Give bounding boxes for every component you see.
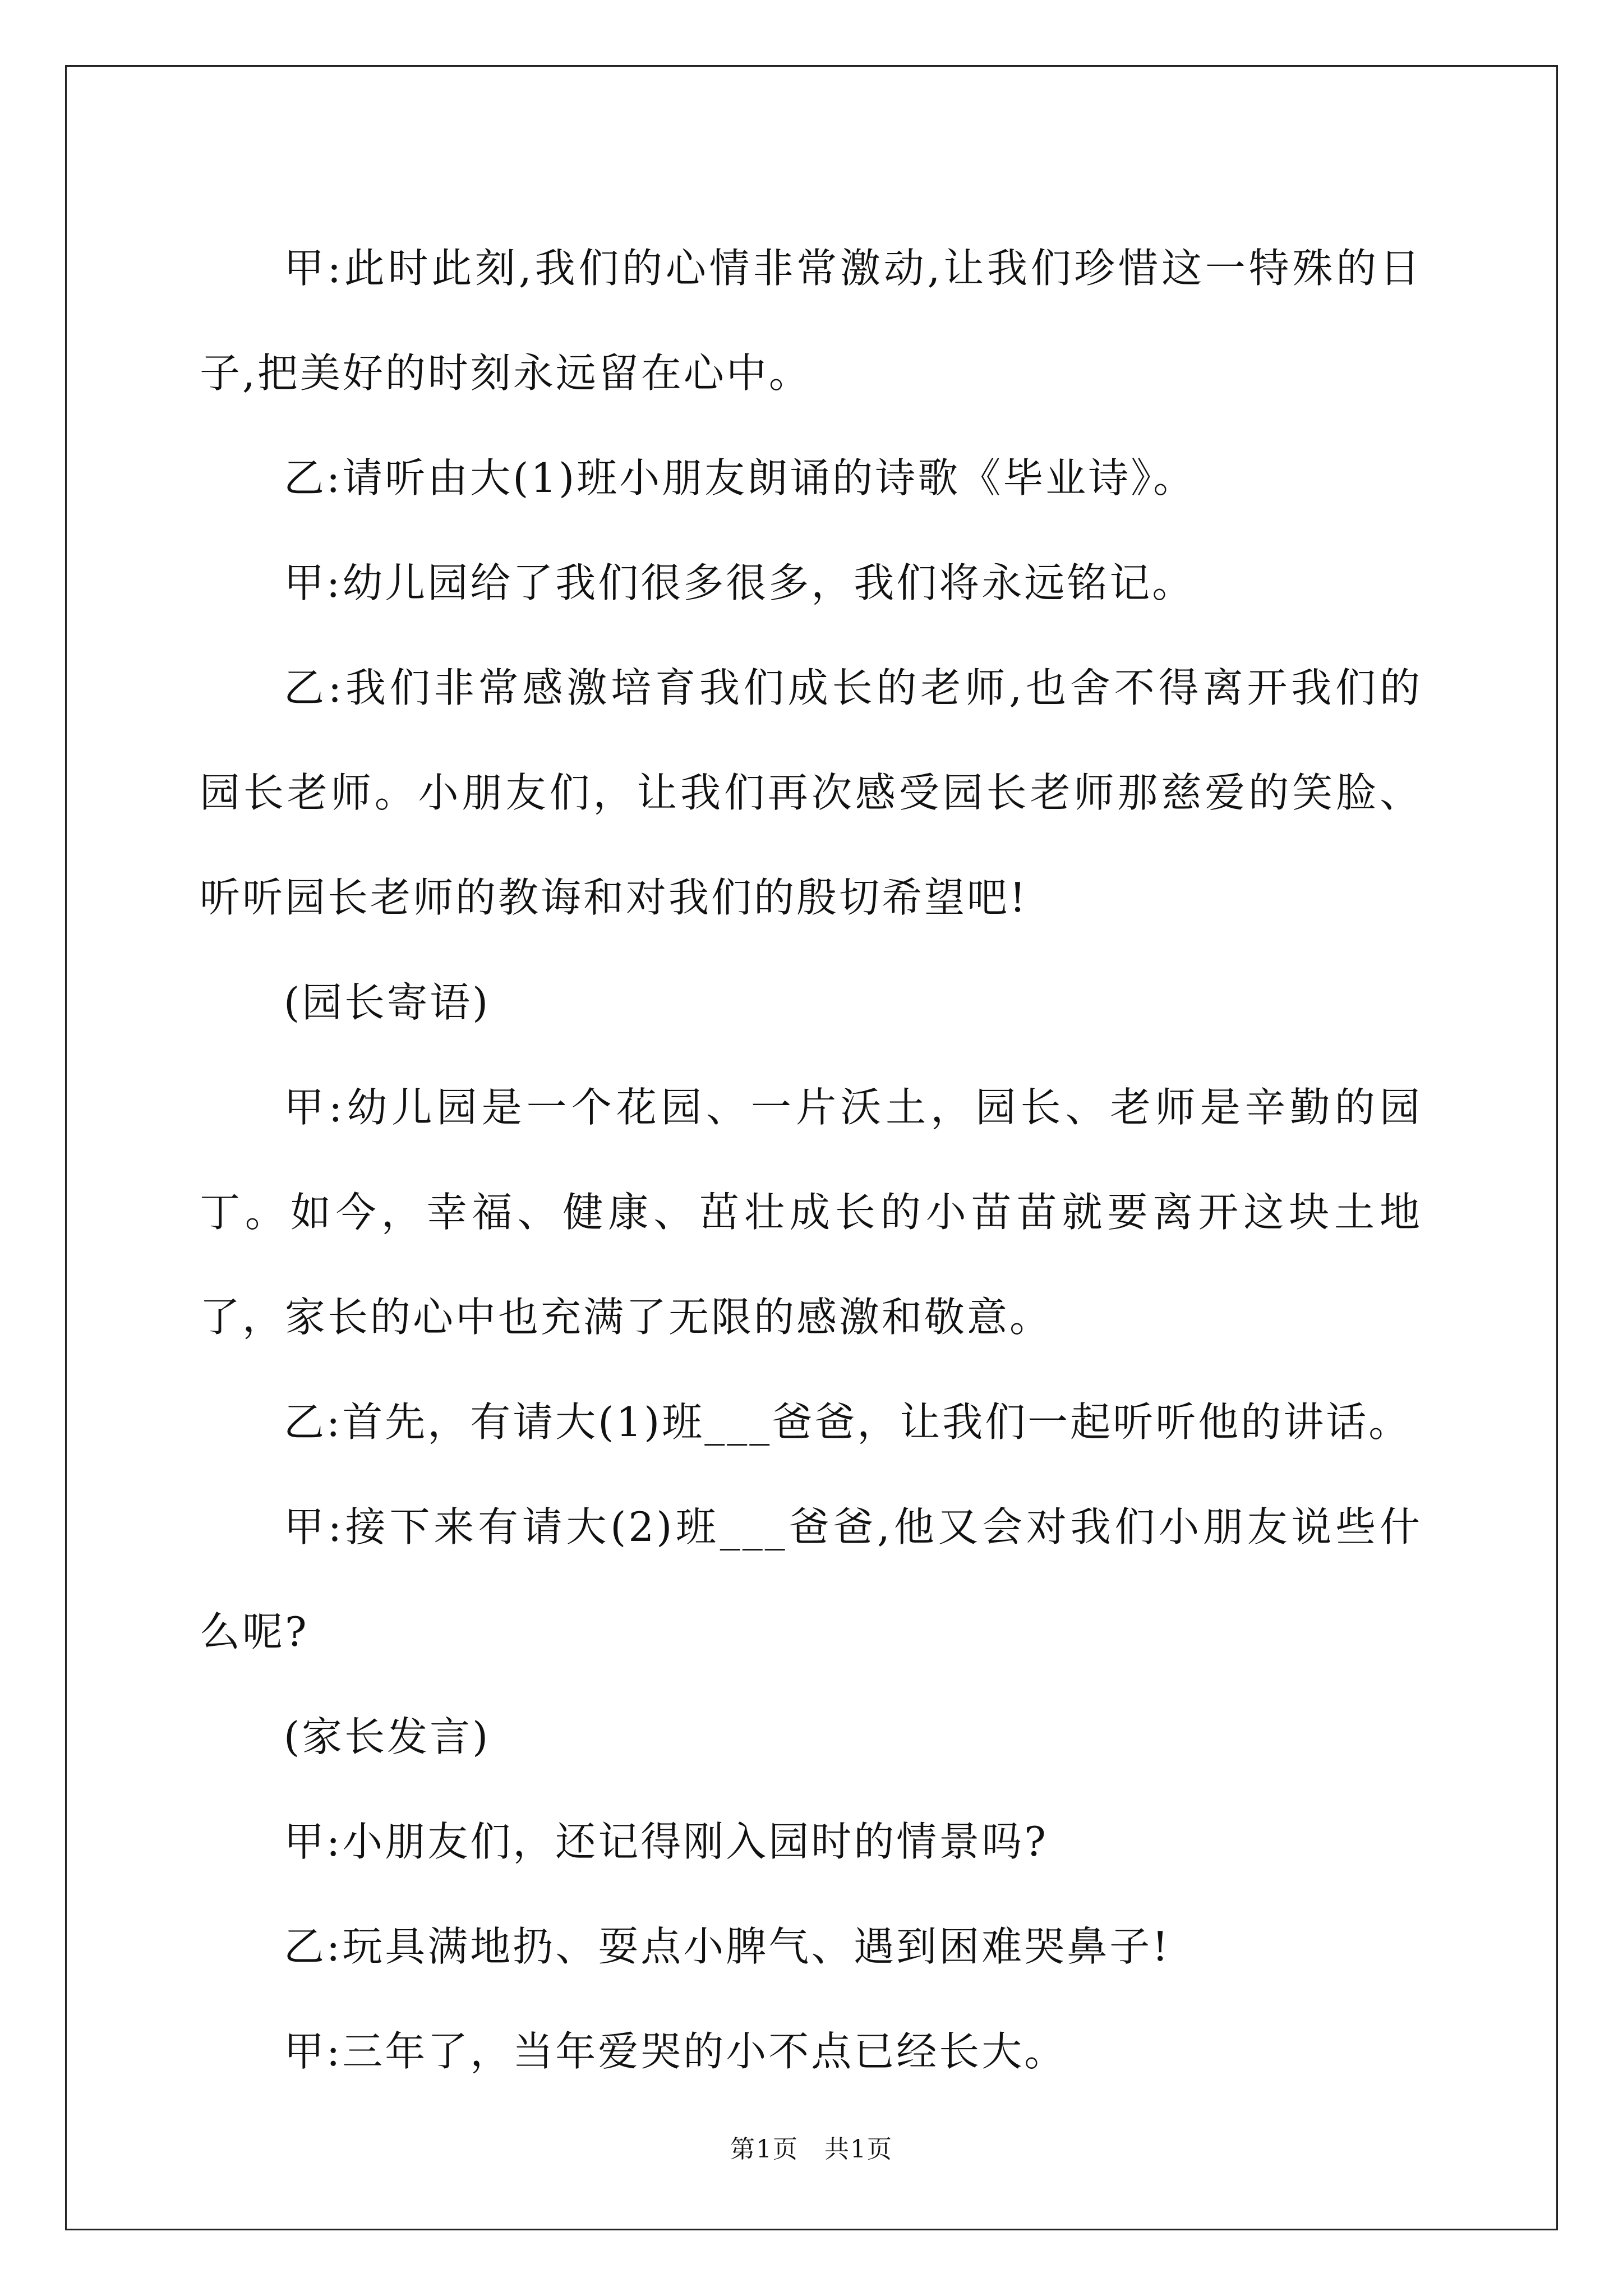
paragraph: 甲:小朋友们，还记得刚入园时的情景吗? — [284, 1818, 1048, 1865]
paragraph: 甲:此时此刻,我们的心情非常激动,让我们珍惜这一特殊的日子,把美好的时刻永远留在心中。 — [200, 245, 1422, 397]
page-number-footer: 第1页 共1页 — [730, 2135, 893, 2164]
document-body — [200, 216, 1422, 2104]
paragraph: 乙:我们非常感激培育我们成长的老师,也舍不得离开我们的园长老师。小朋友们，让我们再次感受园长老师那慈爱的笑脸、听听园长老师的教诲和对我们的殷切希望吧! — [200, 664, 1422, 921]
paragraph: 乙:首先，有请大(1)班___爸爸，让我们一起听听他的讲话。 — [284, 1398, 1412, 1446]
paragraph: 甲:接下来有请大(2)班___爸爸,他又会对我们小朋友说些什么呢? — [200, 1503, 1422, 1655]
paragraph: (家长发言) — [284, 1713, 491, 1760]
paragraph: 甲:幼儿园给了我们很多很多，我们将永远铭记。 — [284, 559, 1195, 606]
paragraph: (园长寄语) — [284, 979, 491, 1026]
paragraph: 乙:玩具满地扔、耍点小脾气、遇到困难哭鼻子! — [284, 1923, 1171, 1970]
paragraph: 乙:请听由大(1)班小朋友朗诵的诗歌《毕业诗》。 — [284, 454, 1196, 501]
paragraph: 甲:幼儿园是一个花园、一片沃土，园长、老师是辛勤的园丁。如今，幸福、健康、茁壮成长的小苗苗就要离开这块土地了，家长的心中也充满了无限的感激和敬意。 — [200, 1084, 1422, 1341]
paragraph: 甲:三年了，当年爱哭的小不点已经长大。 — [284, 2028, 1067, 2075]
